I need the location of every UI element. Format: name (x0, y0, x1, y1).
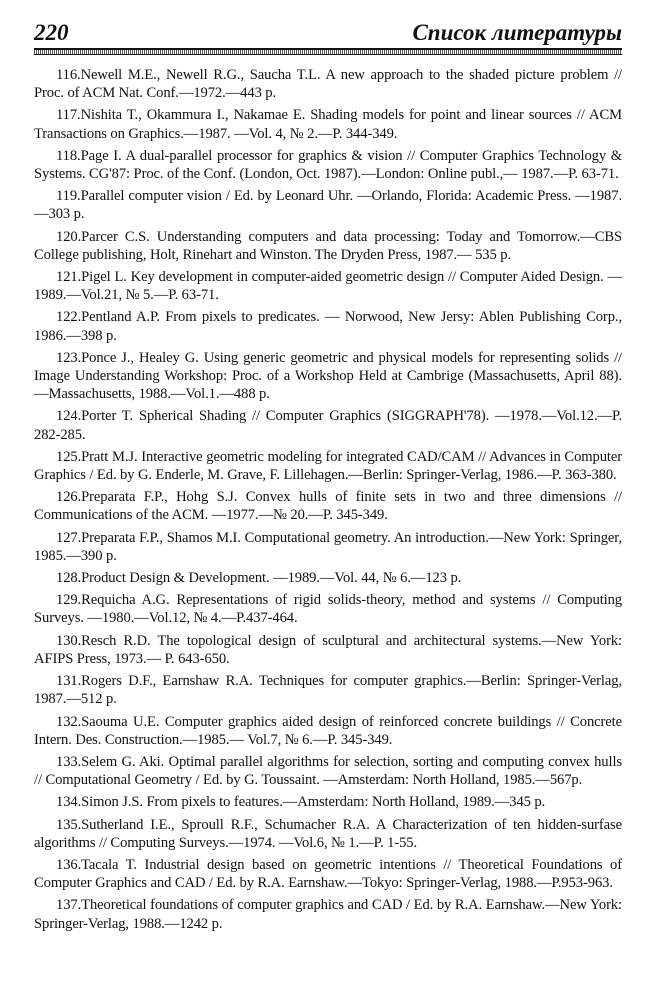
reference-entry: 128.Product Design & Development. —1989.—Vol. 44, № 6.—123 p. (56, 570, 462, 587)
reference-entry: 129.Requicha A.G. Representations of rigid solids-theory, method and systems // Computing Surveys. —1980.—Vol.12, № 4.—P.437-464. (34, 592, 622, 627)
reference-entry: 122.Pentland A.P. From pixels to predicates. — Norwood, New Jersy: Ablen Publishing Corp., 1986.—398 p. (34, 309, 622, 344)
reference-entry: 135.Sutherland I.E., Sproull R.F., Schumacher R.A. A Characterization of ten hidden-surfase algorithms // Computing Surveys.—1974. —Vol.6, № 1.—P. 1-55. (34, 816, 622, 851)
reference-entry: 120.Parcer C.S. Understanding computers and data processing: Today and Tomorrow.—CBS College publishing, Holt, Rinehart and Winston. The Dryden Press, 1987.— 535 p. (34, 228, 622, 263)
reference-entry: 132.Saouma U.E. Computer graphics aided design of reinforced concrete buildings // Concrete Intern. Des. Construction.—1985.— Vol.7, № 6.—P. 345-349. (34, 713, 622, 748)
reference-entry: 126.Preparata F.P., Hohg S.J. Convex hulls of finite sets in two and three dimensions // Communications of the ACM. —1977.—№ 20.—P. 345-349. (34, 489, 622, 524)
reference-entry: 136.Tacala T. Industrial design based on geometric intentions // Theoretical Foundations of Computer Graphics and CAD / Ed. by R.A. Earnshaw.—Tokyo: Springer-Verlag, 1988.—P.953-963. (34, 856, 622, 892)
page-number: 220 (34, 20, 69, 45)
running-title: Список литературы (412, 20, 622, 45)
reference-list (34, 66, 622, 937)
reference-entry: 123.Ponce J., Healey G. Using generic geometric and physical models for representing solids // Image Understanding Workshop: Proc. of a Workshop Held at Cambrige (Massachusetts, April 88). —Massachusetts, 1988.—Vol.1.—488 p. (34, 349, 622, 403)
reference-entry: 127.Preparata F.P., Shamos M.I. Computational geometry. An introduction.—New York: Springer, 1985.—390 p. (34, 529, 622, 564)
reference-entry: 118.Page I. A dual-parallel processor for graphics & vision // Computer Graphics Technology & Systems. CG'87: Proc. of the Conf. (London, Oct. 1987).—London: Online publ.,— 1987.—P. 63-71. (34, 147, 622, 183)
reference-entry: 117.Nishita T., Okammura I., Nakamae E. Shading models for point and linear sources // ACM Transactions on Graphics.—1987. —Vol. 4, № 2.—P. 344-349. (34, 107, 622, 142)
reference-entry: 137.Theoretical foundations of computer graphics and CAD / Ed. by R.A. Earnshaw.—New York: Springer-Verlag, 1988.—1242 p. (34, 897, 622, 932)
reference-entry: 133.Selem G. Aki. Optimal parallel algorithms for selection, sorting and computing convex hulls // Computational Geometry / Ed. by G. Toussaint. —Amsterdam: North Holland, 1985.—567p. (34, 753, 622, 789)
reference-entry: 124.Porter T. Spherical Shading // Computer Graphics (SIGGRAPH'78). —1978.—Vol.12.—P. 282-285. (34, 408, 622, 443)
page-header (34, 20, 622, 46)
reference-entry: 121.Pigel L. Key development in computer-aided geometric design // Computer Aided Design. —1989.—Vol.21, № 5.—P. 63-71. (34, 269, 622, 304)
reference-entry: 119.Parallel computer vision / Ed. by Leonard Uhr. —Orlando, Florida: Academic Press. —1987.—303 p. (34, 188, 622, 223)
reference-entry: 125.Pratt M.J. Interactive geometric modeling for integrated CAD/CAM // Advances in Computer Graphics / Ed. by G. Enderle, M. Grave, F. Lillehagen.—Berlin: Springer-Verlag, 1986.—P. 363-380. (34, 448, 622, 484)
reference-entry: 116.Newell M.E., Newell R.G., Saucha T.L. A new approach to the shaded picture problem // Proc. of ACM Nat. Conf.—1972.—443 p. (34, 67, 622, 102)
header-rule (34, 48, 622, 55)
reference-entry: 131.Rogers D.F., Earnshaw R.A. Techniques for computer graphics.—Berlin: Springer-Verlag, 1987.—512 p. (34, 673, 622, 708)
reference-entry: 134.Simon J.S. From pixels to features.—Amsterdam: North Holland, 1989.—345 p. (56, 794, 546, 811)
reference-entry: 130.Resch R.D. The topological design of sculptural and architectural systems.—New York: AFIPS Press, 1973.— P. 643-650. (34, 632, 622, 667)
